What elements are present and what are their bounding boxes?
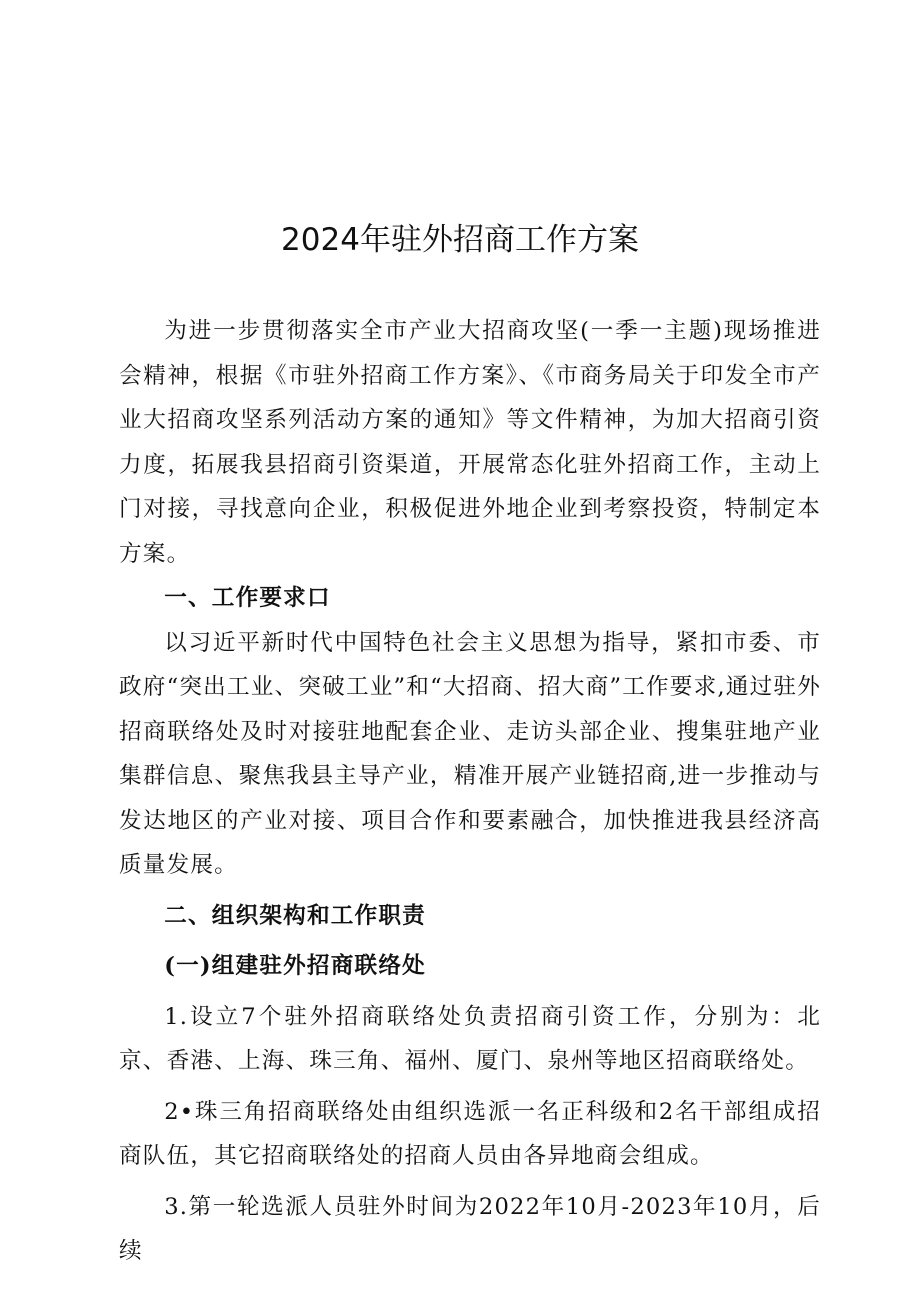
- section-heading-1: 一、工作要求口: [164, 585, 331, 611]
- section-heading-2: 二、组织架构和工作职责: [164, 902, 426, 929]
- item-paragraph-1: 1.设立7个驻外招商联络处负责招商引资工作，分别为：北京、香港、上海、珠三角、福州、厦门、泉州等地区招商联络处。: [119, 1003, 821, 1074]
- intro-paragraph: 为进一步贯彻落实全市产业大招商攻坚(一季一主题)现场推进会精神，根据《市驻外招商工作方案》、《市商务局关于印发全市产业大招商攻坚系列活动方案的通知》等文件精神，为加大招商引资力度，拓展我县招商引资渠道，开展常态化驻外招商工作，主动上门对接，寻找意向企业，积极促进外地企业到考察投资，特制定本方案。: [119, 318, 821, 567]
- item-paragraph-2: 2•珠三角招商联络处由组织选派一名正科级和2名干部组成招商队伍，其它招商联络处的招商人员由各异地商会组成。: [119, 1098, 821, 1169]
- item-paragraph-3: 3.第一轮选派人员驻外时间为2022年10月-2023年10月，后续: [119, 1193, 821, 1264]
- subsection-heading-1: (一)组建驻外招商联络处: [164, 953, 426, 979]
- document-body: [119, 309, 821, 1274]
- document-title: 2024年驻外招商工作方案: [281, 222, 639, 258]
- requirements-paragraph: 以习近平新时代中国特色社会主义思想为指导，紧扣市委、市政府“突出工业、突破工业”和“大招商、招大商”工作要求,通过驻外招商联络处及时对接驻地配套企业、走访头部企业、搜集驻地产业集群信息、聚焦我县主导产业，精准开展产业链招商,进一步推动与发达地区的产业对接、项目合作和要素融合，加快推进我县经济高质量发展。: [119, 629, 821, 878]
